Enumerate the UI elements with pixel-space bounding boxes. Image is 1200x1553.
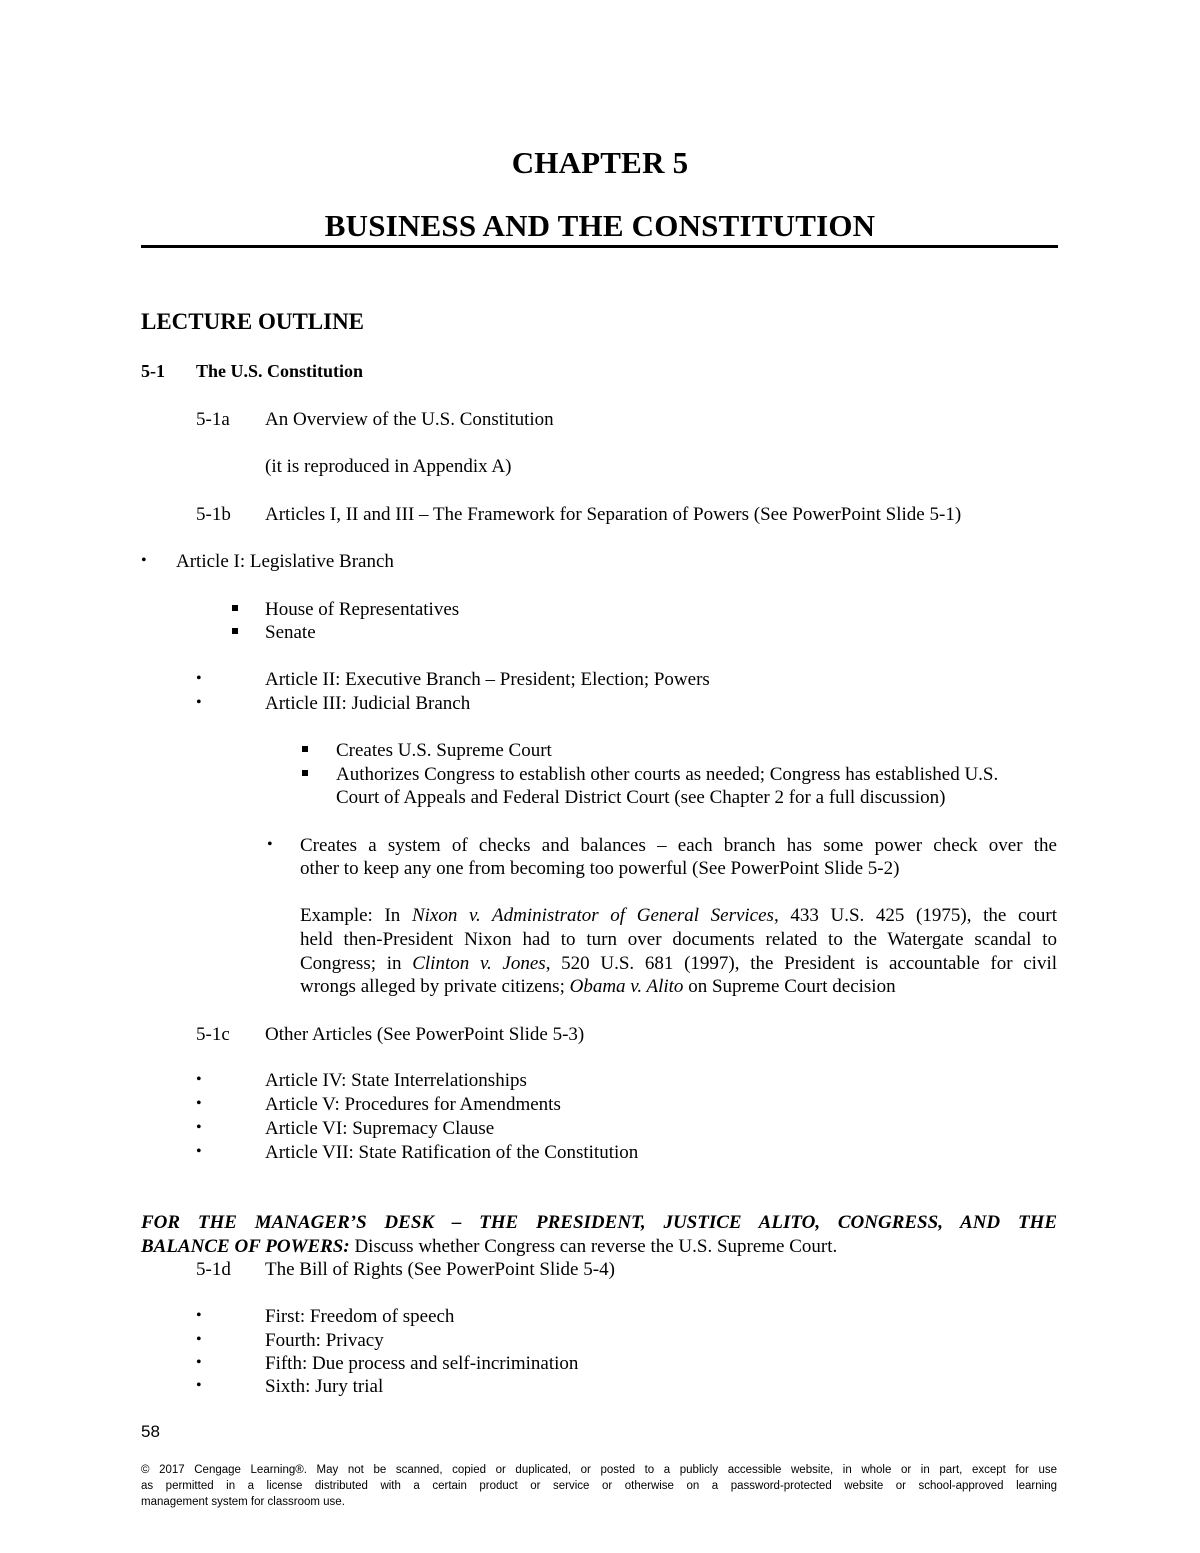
list-item-continuation: Court of Appeals and Federal District Court (see Chapter 2 for a full discussion) <box>336 787 946 808</box>
subsection-number: 5-1d <box>196 1259 231 1280</box>
bullet-icon: • <box>267 836 273 853</box>
list-item: Article VI: Supremacy Clause <box>265 1118 495 1139</box>
list-item: Fourth: Privacy <box>265 1330 384 1351</box>
list-item: Article II: Executive Branch – President; Election; Powers <box>265 669 710 690</box>
bullet-icon: • <box>196 1143 202 1160</box>
list-item: Article V: Procedures for Amendments <box>265 1094 561 1115</box>
bullet-icon: • <box>196 1377 202 1394</box>
subsection-number: 5-1c <box>196 1024 230 1045</box>
paragraph-line: other to keep any one from becoming too powerful (See PowerPoint Slide 5-2) <box>300 858 900 879</box>
list-item: Authorizes Congress to establish other courts as needed; Congress has established U.S. <box>336 764 999 785</box>
chapter-number: CHAPTER 5 <box>511 145 689 180</box>
subsection-title: Other Articles (See PowerPoint Slide 5-3) <box>265 1024 585 1045</box>
list-item: Sixth: Jury trial <box>265 1376 384 1397</box>
managers-desk-heading: FOR THE MANAGER’S DESK – THE PRESIDENT, JUSTICE ALITO, CONGRESS, AND THE <box>141 1212 1057 1233</box>
case-name: Obama v. Alito <box>569 976 684 997</box>
copyright-line: © 2017 Cengage Learning®. May not be scanned, copied or duplicated, or posted to a publicly accessible website, in whole or in part, except for use <box>141 1464 1057 1476</box>
list-item: Senate <box>265 622 316 643</box>
example-line: Example: In Nixon v. Administrator of General Services, 433 U.S. 425 (1975), the court <box>300 905 1057 926</box>
bullet-icon: • <box>196 670 202 687</box>
square-bullet-icon <box>302 770 308 776</box>
appendix-note: (it is reproduced in Appendix A) <box>265 456 512 477</box>
list-item: Fifth: Due process and self-incrimination <box>265 1353 579 1374</box>
page-number: 58 <box>141 1422 160 1441</box>
lecture-outline-heading: LECTURE OUTLINE <box>141 309 365 334</box>
list-item: Article IV: State Interrelationships <box>265 1070 527 1091</box>
bullet-icon: • <box>196 1331 202 1348</box>
case-name: Nixon v. Administrator of General Services <box>411 905 774 926</box>
copyright-line: as permitted in a license distributed with a certain product or service or otherwise on a password-protected website or school-approved learning <box>141 1480 1057 1492</box>
bullet-icon: • <box>196 1119 202 1136</box>
example-line: wrongs alleged by private citizens; Obama v. Alito on Supreme Court decision <box>300 976 896 997</box>
bullet-icon: • <box>196 694 202 711</box>
subsection-title: An Overview of the U.S. Constitution <box>265 409 554 430</box>
example-line: held then-President Nixon had to turn over documents related to the Watergate scandal to <box>300 929 1057 950</box>
bullet-icon: • <box>196 1307 202 1324</box>
list-item: Article III: Judicial Branch <box>265 693 471 714</box>
case-name: Clinton v. Jones <box>412 953 546 974</box>
square-bullet-icon <box>232 628 238 634</box>
section-title: The U.S. Constitution <box>196 361 364 381</box>
managers-desk-prompt: BALANCE OF POWERS: Discuss whether Congress can reverse the U.S. Supreme Court. <box>141 1236 838 1257</box>
list-item: House of Representatives <box>265 599 460 620</box>
list-item: Article I: Legislative Branch <box>176 551 394 572</box>
list-item: First: Freedom of speech <box>265 1306 455 1327</box>
bullet-icon: • <box>141 552 147 569</box>
bullet-icon: • <box>196 1095 202 1112</box>
copyright-line: management system for classroom use. <box>141 1496 345 1508</box>
list-item: Creates U.S. Supreme Court <box>336 740 552 761</box>
bullet-icon: • <box>196 1071 202 1088</box>
list-item: Article VII: State Ratification of the Constitution <box>265 1142 639 1163</box>
paragraph-line: Creates a system of checks and balances – each branch has some power check over the <box>300 835 1057 856</box>
square-bullet-icon <box>232 605 238 611</box>
square-bullet-icon <box>302 746 308 752</box>
subsection-number: 5-1a <box>196 409 230 430</box>
subsection-title: Articles I, II and III – The Framework for Separation of Powers (See PowerPoint Slide 5-1) <box>265 504 962 525</box>
subsection-title: The Bill of Rights (See PowerPoint Slide 5-4) <box>265 1259 615 1280</box>
chapter-title: BUSINESS AND THE CONSTITUTION <box>324 208 876 243</box>
example-line: Congress; in Clinton v. Jones, 520 U.S. 681 (1997), the President is accountable for civil <box>300 953 1058 974</box>
section-number: 5-1 <box>141 361 165 381</box>
title-rule <box>141 245 1058 248</box>
bullet-icon: • <box>196 1354 202 1371</box>
subsection-number: 5-1b <box>196 504 231 525</box>
